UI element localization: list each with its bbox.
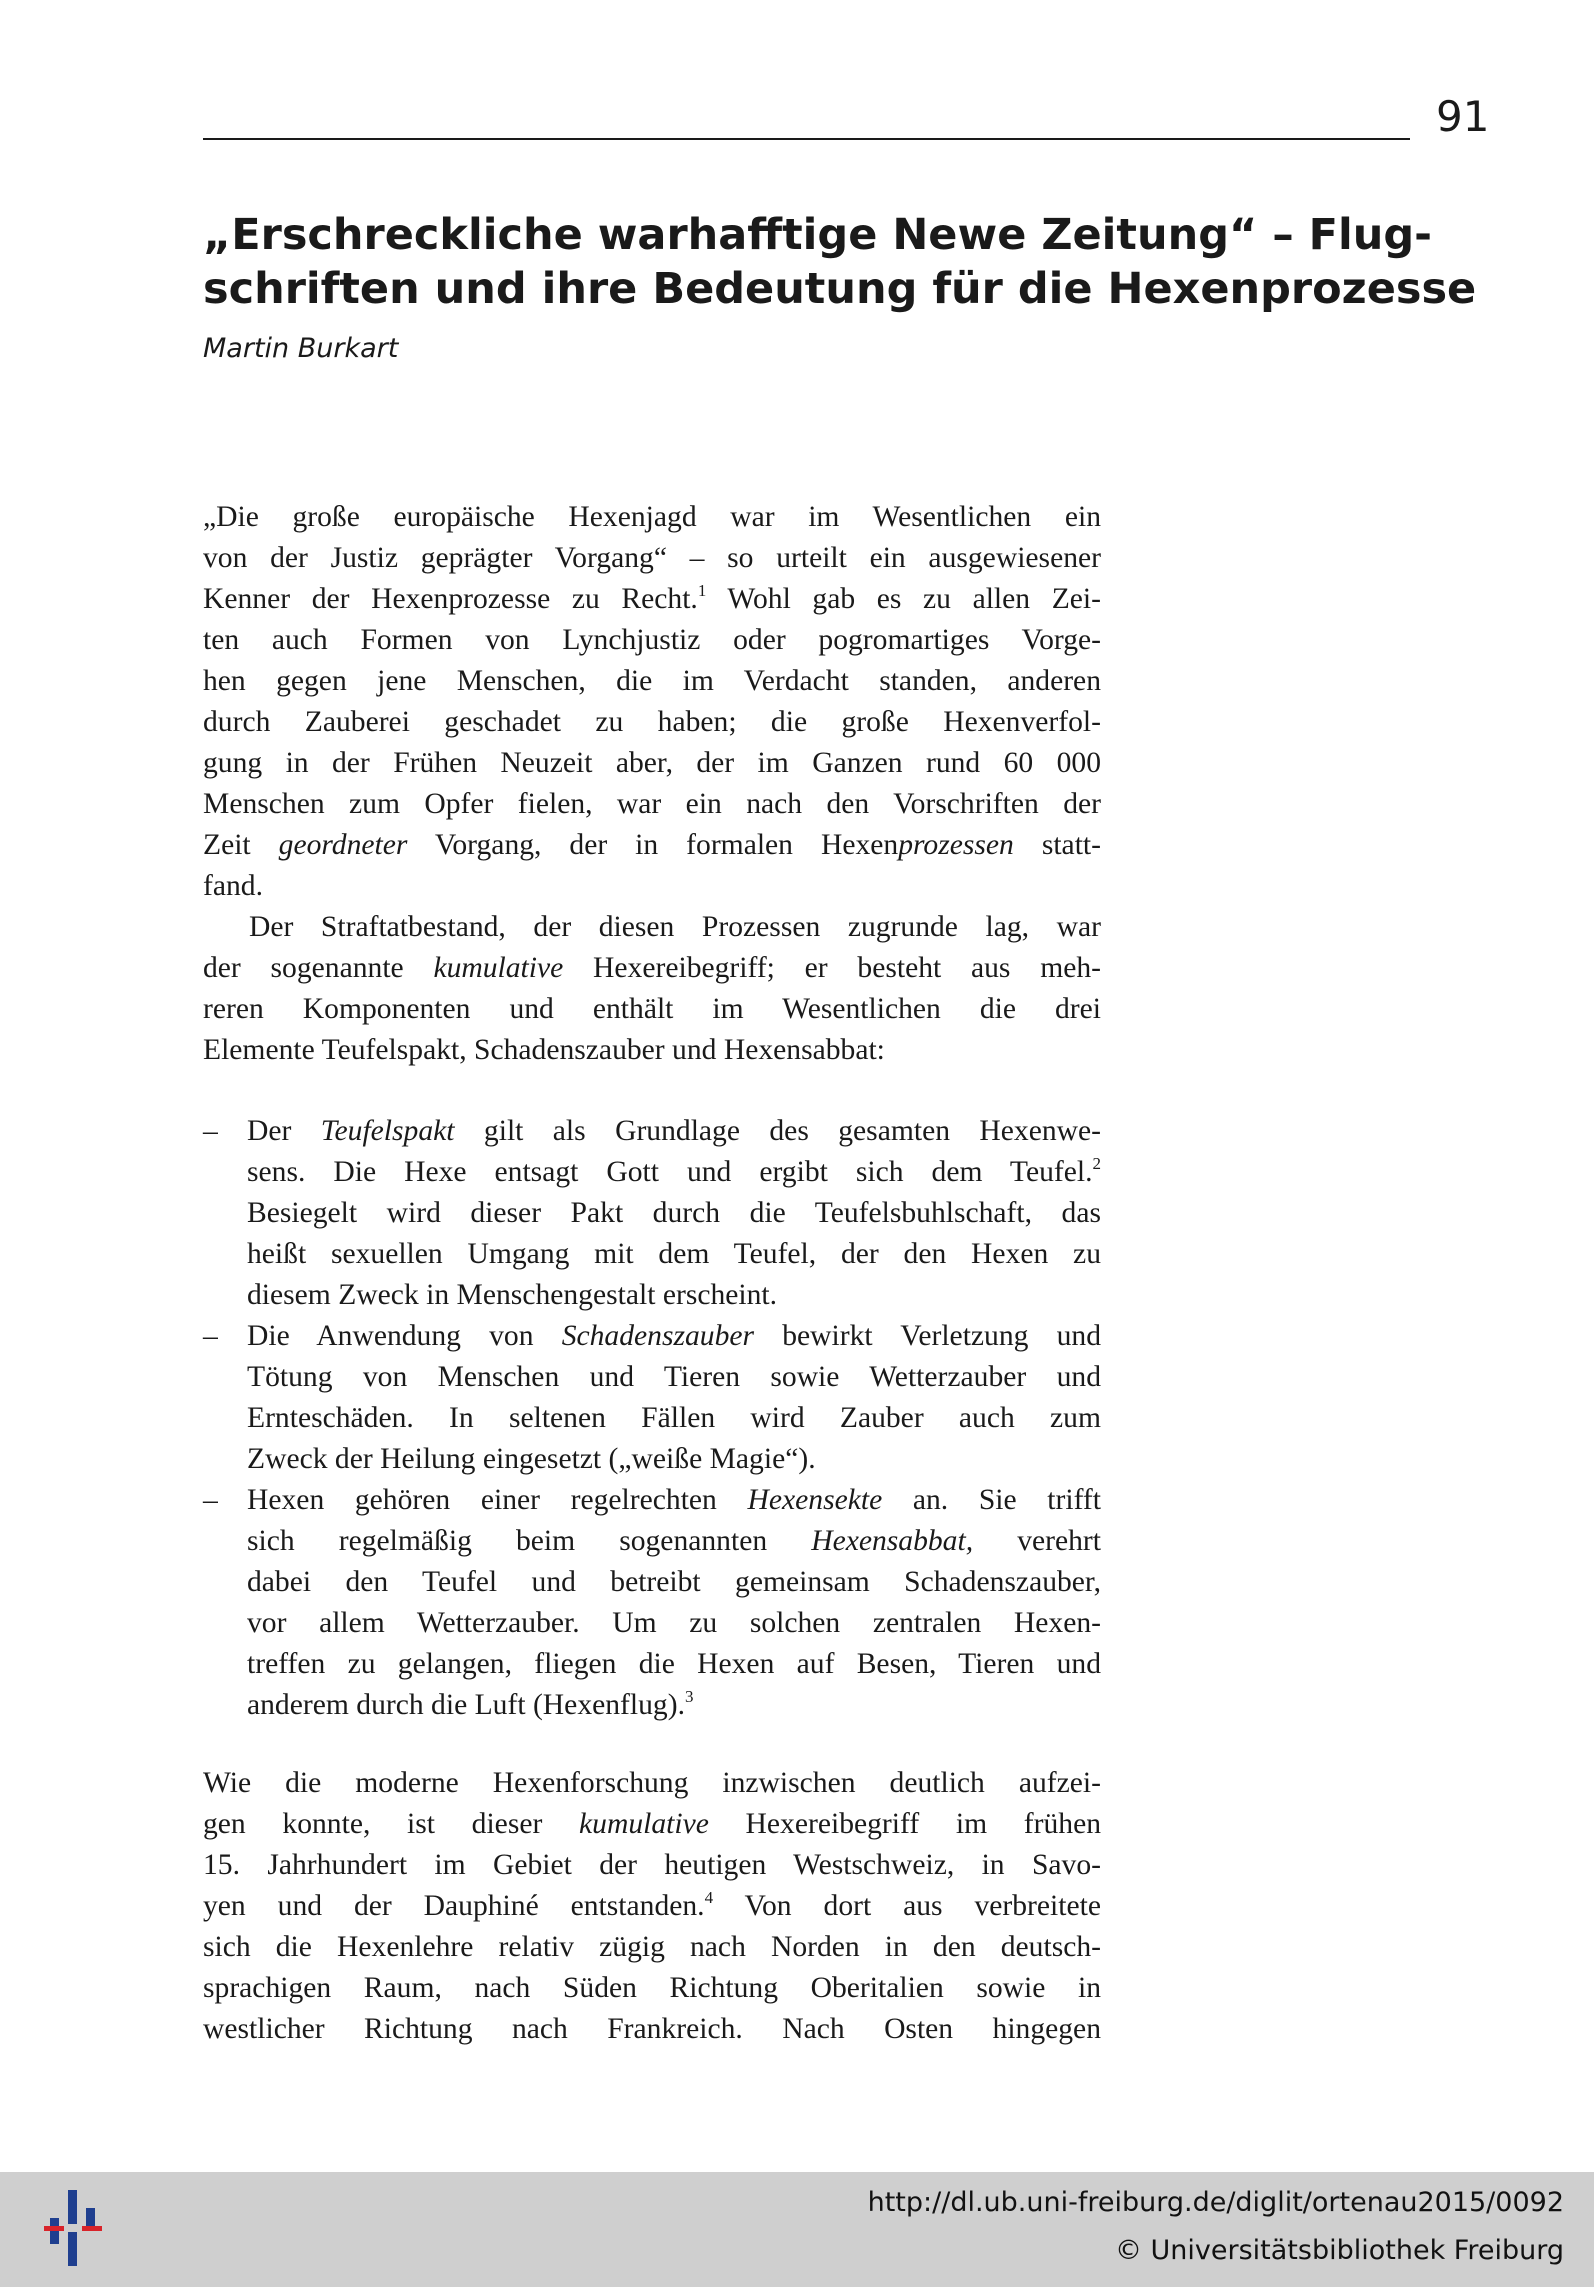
text-line: fand.	[203, 870, 263, 902]
list-dash: –	[203, 1320, 218, 1352]
title-line: schriften und ihre Bedeutung für die Hexenprozesse	[203, 264, 1477, 314]
text-line: 15. Jahrhundert im Gebiet der heutigen Westschweiz, in Savo-	[203, 1849, 1101, 1881]
text-line: yen und der Dauphiné entstanden.$^4$ Von dort aus verbreitete	[203, 1888, 1101, 1922]
footnote-ref[interactable]: 2	[1092, 1154, 1101, 1173]
list-item	[203, 1111, 1101, 1316]
article-author: Martin Burkart	[203, 333, 399, 364]
list-dash: –	[203, 1115, 218, 1147]
text-line: sich regelmäßig beim sogenannten Hexensabbat, verehrt	[247, 1525, 1101, 1557]
paragraph-1	[203, 497, 1101, 907]
text-line: Hexen gehören einer regelrechten Hexensekte an. Sie trifft	[247, 1484, 1101, 1516]
header-rule	[203, 138, 1410, 140]
text-line: von der Justiz geprägter Vorgang“ – so urteilt ein ausgewiesener	[203, 542, 1101, 574]
text-line: Kenner der Hexenprozesse zu Recht.$^1$ Wohl gab es zu allen Zei-	[203, 581, 1101, 615]
text-line: sich die Hexenlehre relativ zügig nach Norden in den deutsch-	[203, 1931, 1101, 1963]
text-line: hen gegen jene Menschen, die im Verdacht standen, anderen	[203, 665, 1101, 697]
text-line: sprachigen Raum, nach Süden Richtung Oberitalien sowie in	[203, 1972, 1101, 2004]
text-line: Die Anwendung von Schadenszauber bewirkt Verletzung und	[247, 1320, 1102, 1352]
footnote-ref[interactable]: 1	[697, 581, 707, 600]
list-dash: –	[203, 1484, 218, 1516]
text-line: dabei den Teufel und betreibt gemeinsam Schadenszauber,	[247, 1566, 1101, 1598]
text-line: treffen zu gelangen, fliegen die Hexen auf Besen, Tieren und	[247, 1648, 1101, 1680]
footer-copyright: © Universitätsbibliothek Freiburg	[1114, 2235, 1564, 2266]
text-line: Besiegelt wird dieser Pakt durch die Teufelsbuhlschaft, das	[247, 1197, 1101, 1229]
text-line: Der Straftatbestand, der diesen Prozessen zugrunde lag, war	[249, 911, 1101, 943]
text-line: Menschen zum Opfer fielen, war ein nach den Vorschriften der	[203, 788, 1101, 820]
paragraph-3	[203, 1763, 1101, 2050]
text-line: reren Komponenten und enthält im Wesentlichen die drei	[203, 993, 1101, 1025]
text-line: Der Teufelspakt gilt als Grundlage des gesamten Hexenwe-	[247, 1115, 1102, 1147]
text-line: Tötung von Menschen und Tieren sowie Wetterzauber und	[247, 1361, 1101, 1393]
paragraph-2	[203, 907, 1101, 1071]
text-line: Zweck der Heilung eingesetzt („weiße Magie“).	[247, 1443, 816, 1475]
element-list	[203, 1111, 1101, 1726]
footer-url-link[interactable]: http://dl.ub.uni-freiburg.de/diglit/ortenau2015/0092	[867, 2187, 1564, 2218]
text-line: gung in der Frühen Neuzeit aber, der im Ganzen rund 60 000	[203, 747, 1101, 779]
text-line: der sogenannte kumulative Hexereibegriff; er besteht aus meh-	[203, 952, 1101, 984]
text-line: sens. Die Hexe entsagt Gott und ergibt sich dem Teufel.$^2$	[247, 1154, 1101, 1188]
list-item	[203, 1316, 1101, 1480]
text-line: diesem Zweck in Menschengestalt erscheint.	[247, 1279, 778, 1311]
text-line: heißt sexuellen Umgang mit dem Teufel, der den Hexen zu	[247, 1238, 1101, 1270]
list-item	[203, 1480, 1101, 1726]
text-line: Wie die moderne Hexenforschung inzwischen deutlich aufzei-	[203, 1767, 1101, 1799]
article-title	[203, 208, 1477, 316]
text-line: durch Zauberei geschadet zu haben; die große Hexenverfol-	[203, 706, 1101, 738]
ub-freiburg-logo-icon[interactable]	[44, 2188, 104, 2268]
page-number: 91	[1436, 92, 1490, 141]
footnote-ref[interactable]: 4	[704, 1888, 714, 1907]
text-line: westlicher Richtung nach Frankreich. Nach Osten hingegen	[203, 2013, 1101, 2045]
text-line: Elemente Teufelspakt, Schadenszauber und Hexensabbat:	[203, 1034, 885, 1066]
footnote-ref[interactable]: 3	[684, 1687, 694, 1706]
text-line: gen konnte, ist dieser kumulative Hexereibegriff im frühen	[203, 1808, 1102, 1840]
text-line: ten auch Formen von Lynchjustiz oder pogromartiges Vorge-	[203, 624, 1101, 656]
text-line: Ernteschäden. In seltenen Fällen wird Zauber auch zum	[247, 1402, 1101, 1434]
text-line: „Die große europäische Hexenjagd war im Wesentlichen ein	[203, 501, 1101, 533]
text-line: vor allem Wetterzauber. Um zu solchen zentralen Hexen-	[247, 1607, 1101, 1639]
title-line: „Erschreckliche warhafftige Newe Zeitung“ – Flug-	[203, 210, 1433, 260]
text-line: Zeit geordneter Vorgang, der in formalen Hexenprozessen statt-	[203, 829, 1101, 861]
text-line: anderem durch die Luft (Hexenflug).$^3$	[247, 1687, 694, 1721]
